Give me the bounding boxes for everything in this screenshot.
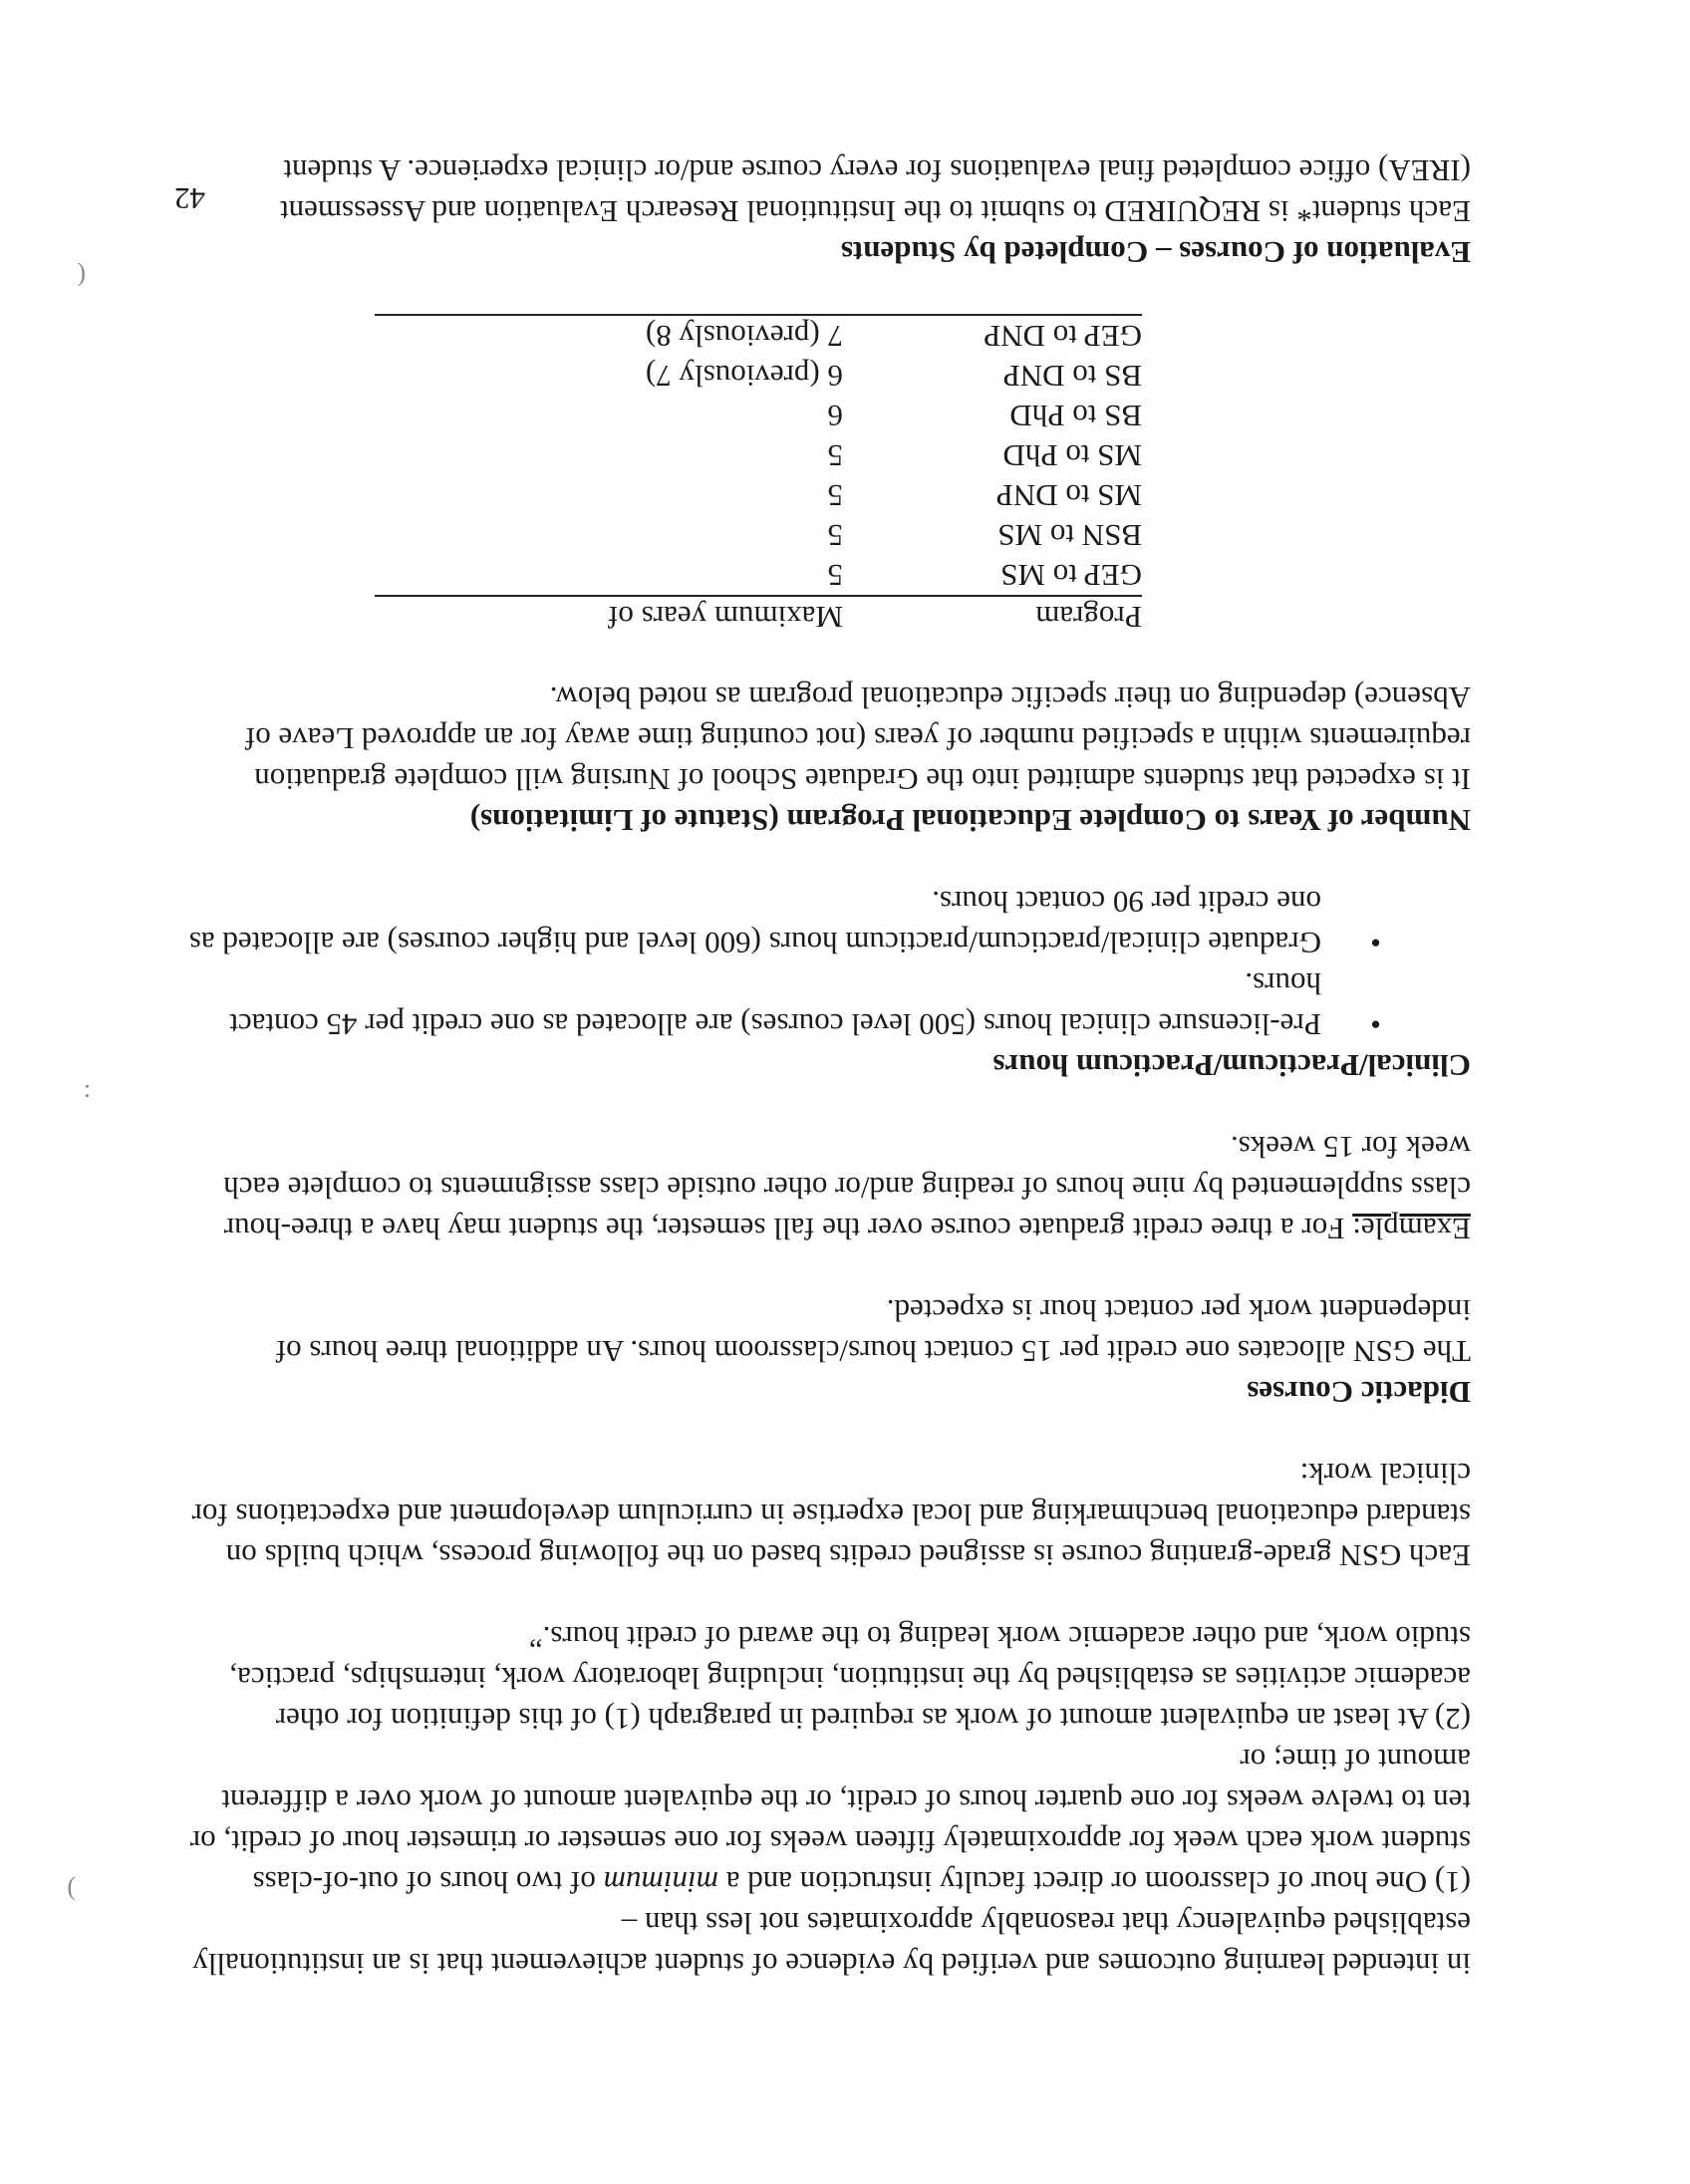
table-row bbox=[375, 515, 1142, 555]
page-number: 42 bbox=[174, 181, 205, 216]
example-label: Example: bbox=[1352, 1212, 1471, 1246]
program-cell: BS to PhD bbox=[1009, 399, 1142, 433]
gsn-process-paragraph: Each GSN grade-granting course is assigned credits based on the following process, which builds on standard educational benchmarking and local expertise in curriculum development and expectations for clinical work: bbox=[191, 1457, 1471, 1573]
item1-pre-text: (1) One hour of classroom or direct faculty instruction and a bbox=[718, 1865, 1471, 1900]
numbered-item-1 bbox=[185, 1740, 1471, 1903]
years-table bbox=[375, 314, 1142, 637]
item1-emphasis: minimum bbox=[603, 1865, 719, 1900]
table-row bbox=[375, 396, 1142, 435]
table-row bbox=[375, 475, 1142, 515]
years-heading: Number of Years to Complete Educational Program (Statute of Limitations) bbox=[469, 803, 1471, 838]
scan-mark: : bbox=[83, 1079, 91, 1108]
intro-paragraph: in intended learning outcomes and verified by evidence of student achievement that is an institutionally established equivalency that reasonably approximates not less than – bbox=[192, 1906, 1471, 1982]
table-row bbox=[375, 555, 1142, 596]
program-cell: BSN to MS bbox=[997, 518, 1142, 553]
program-cell: BS to DNP bbox=[1002, 359, 1142, 394]
scan-mark: ( bbox=[77, 262, 86, 291]
clinical-heading: Clinical/Practicum/Practicum hours bbox=[992, 1048, 1471, 1083]
years-text: It is expected that students admitted into the Graduate School of Nursing will complete graduation requirements within a specified number of years (not counting time away for an approved Leave of Absence) depending on their specific educational program as noted below. bbox=[244, 681, 1471, 797]
clinical-bullet-list bbox=[185, 882, 1471, 1045]
clinical-bullet-1: • Pre-licensure clinical hours (500 level courses) are allocated as one credit per 45 contact hours. bbox=[185, 963, 1321, 1045]
years-cell: 5 bbox=[827, 438, 843, 473]
years-cell: 7 (previously 8) bbox=[645, 319, 843, 354]
table-row bbox=[375, 315, 1142, 356]
years-cell: 5 bbox=[827, 558, 843, 593]
example-text: For a three credit graduate course over the fall semester, the student may have a three-hour class supplemented by nine hours of reading and/or other outside class assignments to complete each week for 15 weeks. bbox=[223, 1130, 1471, 1246]
years-cell: 5 bbox=[827, 478, 843, 513]
evaluation-text: Each student* is REQUIRED to submit to the Institutional Research Evaluation and Assessment (IREA) office completed final evaluations for every course and/or clinical experience. A student bbox=[279, 153, 1471, 229]
years-cell: 6 (previously 7) bbox=[645, 359, 843, 394]
numbered-item-2: (2) At least an equivalent amount of work as required in paragraph (1) of this definition for other academic activities as established by the institution, including laboratory work, internships, practica, studio work, and other academic work leading to the award of credit hours.” bbox=[229, 1620, 1471, 1737]
years-cell: 6 bbox=[827, 399, 843, 433]
didactic-text: The GSN allocates one credit per 15 contact hours/classroom hours. An additional three hours of independent work per contact hour is expected. bbox=[275, 1293, 1471, 1369]
program-cell: GEP to MS bbox=[1000, 558, 1142, 593]
program-cell: GEP to DNP bbox=[983, 319, 1142, 354]
program-cell: MS to DNP bbox=[995, 478, 1142, 513]
didactic-heading: Didactic Courses bbox=[1247, 1375, 1471, 1410]
header-max-years: Maximum years of bbox=[608, 600, 843, 635]
table-row bbox=[375, 435, 1142, 475]
program-cell: MS to PhD bbox=[1002, 438, 1142, 473]
table-row bbox=[375, 356, 1142, 396]
header-program: Program bbox=[1035, 600, 1142, 635]
evaluation-heading: Evaluation of Courses – Completed by Students bbox=[840, 235, 1471, 270]
years-cell: 5 bbox=[827, 518, 843, 553]
example-paragraph bbox=[185, 1127, 1471, 1249]
item1-post-text: of two hours of out-of-class student work each week for approximately fifteen weeks for one semester or trimester hour of credit, or ten to twelve weeks for one quarter hours of credit, or the equivalent amount of work over a different amount of time; or bbox=[189, 1743, 1471, 1900]
table-header-row bbox=[375, 596, 1142, 637]
scan-mark: ) bbox=[67, 1876, 76, 1905]
page-content bbox=[185, 150, 1471, 1985]
clinical-bullet-2: • Graduate clinical/practicum/practicum hours (600 level and higher courses) are allocated as one credit per 90 contact hours. bbox=[185, 882, 1321, 963]
